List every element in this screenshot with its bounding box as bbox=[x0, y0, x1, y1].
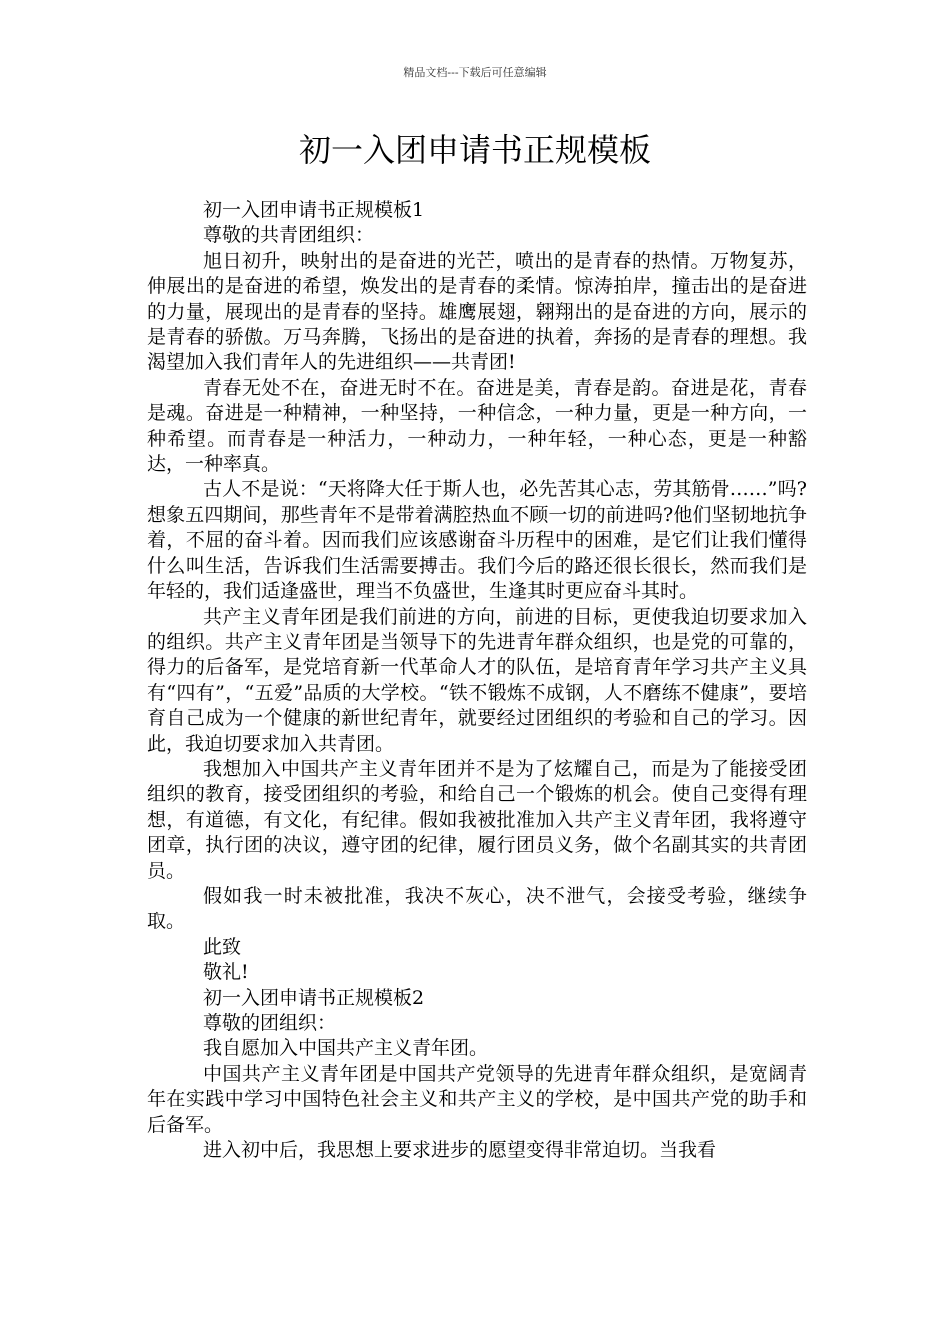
paragraph: 古人不是说：“天将降大任于斯人也，必先苦其心志，劳其筋骨……”吗?想象五四期间，那些青年不是带着满腔热血不顾一切的前进吗?他们坚韧地抗争着，不屈的奋斗着。因而我们应该感谢奋斗历程中的困难，是它们让我们懂得什么叫生活，告诉我们生活需要搏击。我们今后的路还很长很长，然而我们是年轻的，我们适逢盛世，理当不负盛世，生逢其时更应奋斗其时。 bbox=[147, 478, 807, 603]
paragraph: 共产主义青年团是我们前进的方向，前进的目标，更使我迫切要求加入的组织。共产主义青年团是当领导下的先进青年群众组织，也是党的可靠的，得力的后备军，是党培育新一代革命人才的队伍，是培育青年学习共产主义具有“四有”，“五爱”品质的大学校。“铁不锻炼不成钢，人不磨练不健康”，要培育自己成为一个健康的新世纪青年，就要经过团组织的考验和自己的学习。因此，我迫切要求加入共青团。 bbox=[147, 605, 807, 755]
paragraph: 进入初中后，我思想上要求进步的愿望变得非常迫切。当我看 bbox=[203, 1139, 717, 1162]
header-note: 精品文档---下载后可任意编辑 bbox=[403, 66, 547, 79]
paragraph: 我自愿加入中国共产主义青年团。 bbox=[203, 1037, 489, 1060]
paragraph: 假如我一时未被批准，我决不灰心，决不泄气，会接受考验，继续争取。 bbox=[147, 884, 807, 933]
salutation: 尊敬的共青团组织： bbox=[203, 224, 375, 247]
subheading-template-2: 初一入团申请书正规模板2 bbox=[203, 986, 425, 1009]
closing-line: 此致 bbox=[203, 935, 242, 958]
paragraph: 中国共产主义青年团是中国共产党领导的先进青年群众组织，是宽阔青年在实践中学习中国特色社会主义和共产主义的学校，是中国共产党的助手和后备军。 bbox=[147, 1062, 807, 1136]
salutation: 尊敬的团组织： bbox=[203, 1012, 337, 1034]
paragraph: 青春无处不在，奋进无时不在。奋进是美，青春是韵。奋进是花，青春是魂。奋进是一种精神，一种坚持，一种信念，一种力量，更是一种方向，一种希望。而青春是一种活力，一种动力，一种年轻，一种心态，更是一种豁达，一种率真。 bbox=[147, 376, 807, 476]
document-title: 初一入团申请书正规模板 bbox=[298, 131, 651, 169]
subheading-template-1: 初一入团申请书正规模板1 bbox=[203, 199, 425, 221]
closing-line: 敬礼! bbox=[203, 961, 249, 984]
paragraph: 我想加入中国共产主义青年团并不是为了炫耀自己，而是为了能接受团组织的教育，接受团组织的考验，和给自己一个锻炼的机会。使自己变得有理想，有道德，有文化，有纪律。假如我被批准加入共产主义青年团，我将遵守团章，执行团的决议，遵守团的纪律，履行团员义务，做个名副其实的共青团员。 bbox=[147, 757, 807, 882]
document-body bbox=[147, 198, 807, 1163]
paragraph: 旭日初升，映射出的是奋进的光芒，喷出的是青春的热情。万物复苏，伸展出的是奋进的希望，焕发出的是青春的柔情。惊涛拍岸，撞击出的是奋进的力量，展现出的是青春的坚持。雄鹰展翅，翱翔出的是奋进的方向，展示的是青春的骄傲。万马奔腾，飞扬出的是奋进的执着，奔扬的是青春的理想。我渴望加入我们青年人的先进组织——共青团! bbox=[147, 249, 807, 374]
